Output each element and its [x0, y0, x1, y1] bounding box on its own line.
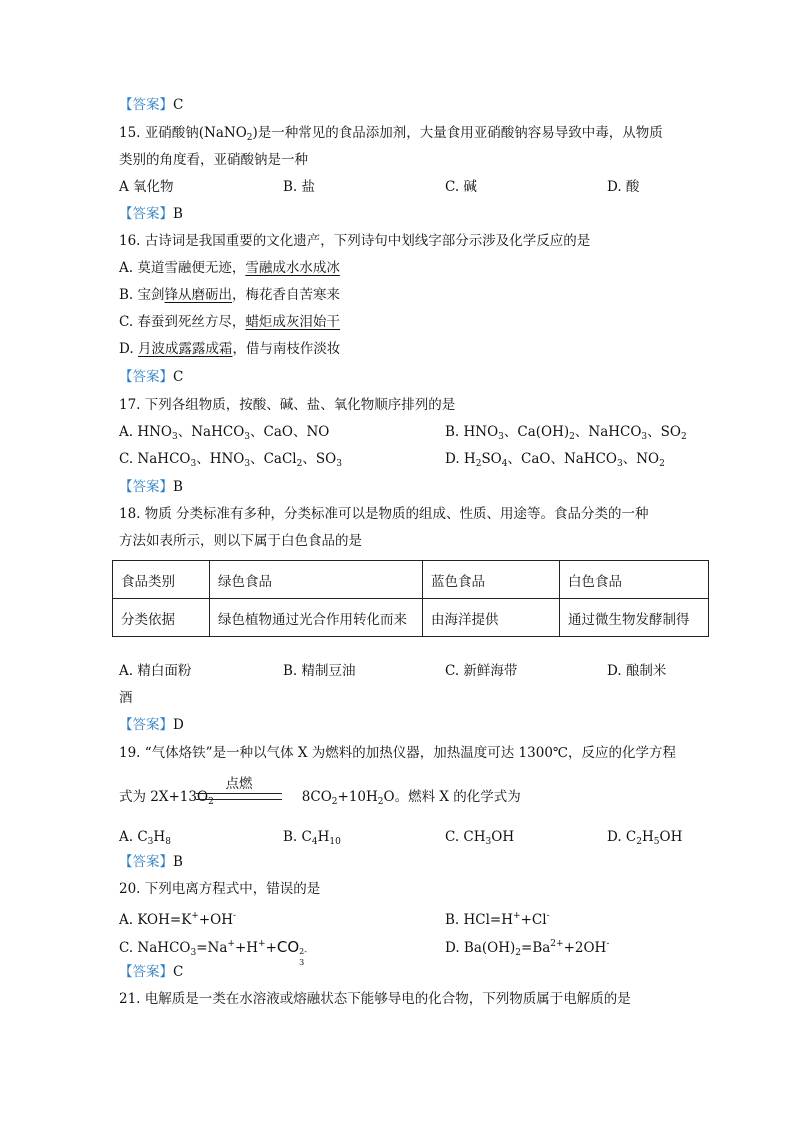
option-d: D. 酸	[607, 179, 640, 195]
option-a: A. 精白面粉	[119, 663, 192, 679]
question-18-stem: 18. 物质 分类标准有多种，分类标准可以是物质的组成、性质、用途等。食品分类的一种	[119, 506, 649, 522]
question-15-stem: 15. 亚硝酸钠(NaNO$_2$)是一种常见的食品添加剂，大量食用亚硝酸钠容易导致中毒，从物质	[119, 125, 663, 143]
option-c: C. 碱	[445, 179, 477, 195]
question-15-stem-cont: 类别的角度看，亚硝酸钠是一种	[119, 152, 308, 168]
question-18-stem-cont: 方法如表所示，则以下属于白色食品的是	[119, 533, 362, 549]
answer-value: B	[173, 479, 183, 495]
table-cell: 蓝色食品	[423, 561, 560, 599]
option-b: B. HCl=H++Cl-	[445, 911, 550, 928]
option-c: C. $CH_3OH$	[445, 829, 515, 847]
answer-value: B	[173, 854, 183, 870]
answer-label: 【答案】	[119, 206, 173, 222]
option-a: A. $HNO_3$、NaHCO$_3$、CaO、NO	[119, 424, 330, 442]
question-20-stem: 20. 下列电离方程式中，错误的是	[119, 881, 321, 897]
answer-label: 【答案】	[119, 97, 173, 113]
option-d: D. $C_2H_5OH$	[607, 829, 683, 847]
option-b: B. $HNO_3$、$Ca(OH)_2$、NaHCO$_3$、$SO_2$	[445, 424, 687, 442]
table-cell: 由海洋提供	[423, 599, 560, 637]
table-cell: 食品类别	[113, 561, 210, 599]
option-c: C. NaHCO$_3$=Na++H++CO 2- 3	[119, 938, 307, 967]
reaction-condition	[196, 777, 282, 800]
option-b: B. 盐	[283, 179, 316, 195]
answer-q18	[119, 716, 184, 734]
answer-label: 【答案】	[119, 964, 173, 980]
answer-q19	[119, 853, 183, 871]
option-c: C. 新鲜海带	[445, 663, 518, 679]
answer-q16	[119, 368, 183, 386]
table-row	[113, 599, 709, 637]
answer-q17	[119, 478, 183, 496]
option-c: C. NaHCO$_3$、$HNO_3$、CaCl$_2$、$SO_3$	[119, 451, 342, 469]
table-cell: 分类依据	[113, 599, 210, 637]
answer-q14	[119, 96, 183, 114]
answer-q20	[119, 963, 183, 981]
option-a: A. KOH=K++OH-	[119, 911, 237, 928]
equals-sign	[196, 793, 282, 800]
option-d: D. $H_2SO_4$、CaO、NaHCO$_3$、$NO_2$	[445, 451, 665, 469]
option-a: A. $C_3H_8$	[119, 829, 171, 847]
answer-label: 【答案】	[119, 854, 173, 870]
table-row	[113, 561, 709, 599]
option-d: D. 酿制米	[607, 663, 667, 679]
answer-value: C	[173, 369, 184, 385]
option-d: D. $Ba(OH)_2=Ba^{2+}+2OH^-$	[445, 939, 610, 958]
option-a: A 氧化物	[119, 179, 174, 195]
option-b: B. 宝剑锋从磨砺出，梅花香自苦寒来	[119, 287, 341, 303]
table-cell: 通过微生物发酵制得	[560, 599, 709, 637]
option-d-wrap: 酒	[119, 690, 133, 706]
answer-q15	[119, 205, 183, 223]
table-cell: 白色食品	[560, 561, 709, 599]
answer-label: 【答案】	[119, 717, 173, 733]
condition-label: 点燃	[225, 776, 253, 792]
question-19-equation: 式为 $2X+13O_2$ $8CO_2+10H_2O$。燃料 X 的化学式为	[119, 789, 521, 807]
table-cell: 绿色食品	[210, 561, 423, 599]
answer-label: 【答案】	[119, 479, 173, 495]
option-c: C. 春蚕到死丝方尽，蜡炬成灰泪始干	[119, 314, 340, 330]
answer-value: C	[173, 964, 184, 980]
option-b: B. $C_4H_{10}$	[283, 829, 341, 847]
option-b: B. 精制豆油	[283, 663, 356, 679]
option-a: A. 莫道雪融便无迹，雪融成水水成冰	[119, 260, 340, 276]
question-16-stem: 16. 古诗词是我国重要的文化遗产，下列诗句中划线字部分示涉及化学反应的是	[119, 233, 591, 249]
question-21-stem: 21. 电解质是一类在水溶液或熔融状态下能够导电的化合物，下列物质属于电解质的是	[119, 991, 631, 1007]
question-17-stem: 17. 下列各组物质，按酸、碱、盐、氧化物顺序排列的是	[119, 397, 456, 413]
option-d: D. 月波成露露成霜，借与南枝作淡妆	[119, 341, 341, 357]
table-cell: 绿色植物通过光合作用转化而来	[210, 599, 423, 637]
food-classification-table	[112, 560, 709, 637]
answer-value: D	[173, 717, 184, 733]
answer-value: C	[173, 97, 184, 113]
answer-label: 【答案】	[119, 369, 173, 385]
question-19-stem: 19. “气体烙铁”是一种以气体 X 为燃料的加热仪器，加热温度可达 1300℃，反应的化学方程	[119, 745, 677, 761]
answer-value: B	[173, 206, 183, 222]
